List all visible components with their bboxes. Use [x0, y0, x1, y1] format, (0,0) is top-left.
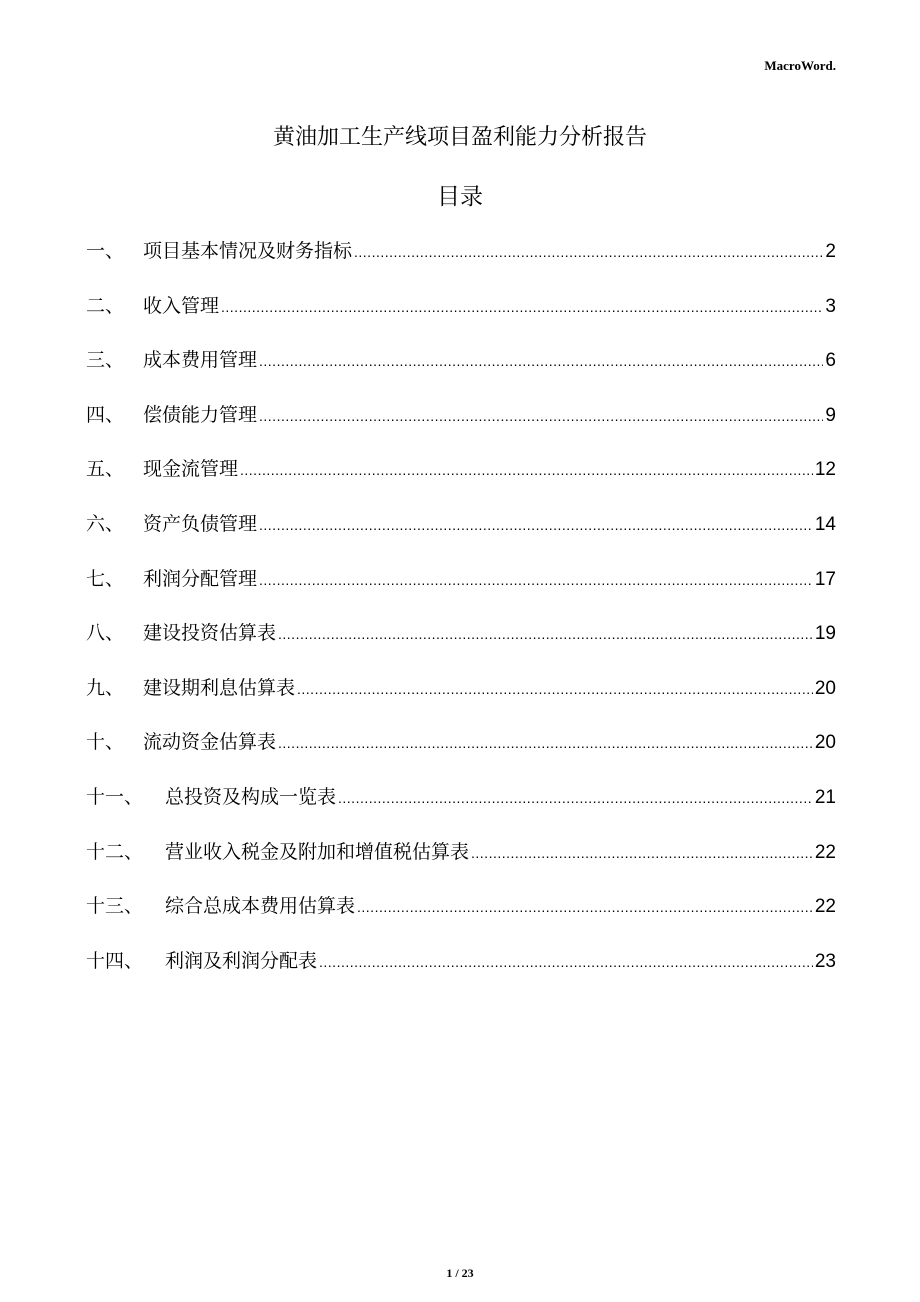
toc-entry-label[interactable]: 建设投资估算表	[143, 622, 277, 645]
toc-entry-number: 五、	[86, 458, 125, 481]
toc-entry-page: 6	[825, 350, 836, 372]
toc-entry[interactable]	[86, 400, 836, 455]
toc-entry-page: 21	[814, 786, 836, 808]
toc-entry[interactable]	[86, 891, 836, 946]
toc-dot-leader	[278, 619, 813, 649]
document-title: 黄油加工生产线项目盈利能力分析报告	[272, 125, 647, 150]
toc-dot-leader	[357, 892, 813, 922]
toc-entry-label[interactable]: 现金流管理	[143, 458, 239, 481]
toc-entry-label[interactable]: 利润分配管理	[143, 567, 258, 590]
toc-entry-number: 十三、	[86, 895, 144, 918]
toc-dot-leader	[338, 783, 813, 813]
toc-entry-number: 十二、	[86, 840, 144, 863]
toc-entry[interactable]	[86, 509, 836, 564]
toc-entry-label[interactable]: 项目基本情况及财务指标	[143, 240, 353, 262]
toc-entry-number: 十一、	[86, 785, 144, 808]
toc-entry-number: 二、	[86, 294, 125, 317]
toc-entry[interactable]	[86, 673, 836, 728]
toc-entry-page: 19	[814, 623, 836, 645]
toc-entry-number: 七、	[86, 567, 125, 590]
toc-entry-page: 23	[814, 950, 836, 972]
toc-entry[interactable]	[86, 837, 836, 892]
toc-entry-label[interactable]: 建设期利息估算表	[143, 676, 296, 699]
toc-entry[interactable]	[86, 454, 836, 509]
toc-entry-label[interactable]: 总投资及构成一览表	[165, 785, 337, 808]
toc-dot-leader	[259, 346, 823, 376]
toc-dot-leader	[221, 292, 823, 322]
toc-entry-page: 3	[825, 295, 836, 317]
toc-entry-number: 三、	[86, 349, 125, 372]
toc-entry-label[interactable]: 利润及利润分配表	[165, 949, 318, 972]
toc-dot-leader	[278, 728, 813, 758]
toc-entry-number: 六、	[86, 512, 125, 535]
toc-entry-label[interactable]: 偿债能力管理	[143, 403, 258, 426]
toc-entry[interactable]	[86, 618, 836, 673]
toc-entry[interactable]	[86, 564, 836, 619]
toc-heading: 目录	[437, 184, 483, 210]
toc-entry-page: 14	[814, 513, 836, 535]
table-of-contents	[86, 236, 836, 1000]
toc-entry[interactable]	[86, 727, 836, 782]
toc-entry-number: 四、	[86, 403, 125, 426]
toc-entry-page: 9	[825, 404, 836, 426]
toc-entry-label[interactable]: 综合总成本费用估算表	[165, 895, 356, 918]
toc-entry[interactable]	[86, 236, 836, 291]
toc-entry-number: 九、	[86, 676, 125, 699]
toc-entry-page: 12	[814, 459, 836, 481]
toc-entry-label[interactable]: 收入管理	[143, 294, 220, 317]
toc-dot-leader	[259, 565, 813, 595]
toc-dot-leader	[354, 237, 823, 267]
toc-entry-number: 十四、	[86, 949, 144, 972]
page-indicator: 1 / 23	[446, 1266, 474, 1280]
toc-dot-leader	[297, 674, 813, 704]
toc-entry-label[interactable]: 营业收入税金及附加和增值税估算表	[165, 840, 470, 863]
toc-entry-label[interactable]: 资产负债管理	[143, 512, 258, 535]
toc-entry[interactable]	[86, 345, 836, 400]
toc-dot-leader	[259, 401, 823, 431]
toc-entry-page: 2	[825, 241, 836, 262]
toc-entry-number: 八、	[86, 622, 125, 645]
toc-entry-page: 20	[814, 732, 836, 754]
header-watermark: MacroWord.	[764, 58, 836, 73]
toc-entry-number: 一、	[86, 240, 125, 262]
toc-entry-page: 22	[814, 896, 836, 918]
toc-entry-page: 22	[814, 841, 836, 863]
toc-dot-leader	[240, 455, 813, 485]
toc-entry[interactable]	[86, 291, 836, 346]
toc-dot-leader	[259, 510, 813, 540]
toc-entry-label[interactable]: 流动资金估算表	[143, 731, 277, 754]
toc-entry[interactable]	[86, 946, 836, 1001]
toc-entry-number: 十、	[86, 731, 125, 754]
toc-entry-label[interactable]: 成本费用管理	[143, 349, 258, 372]
toc-dot-leader	[319, 947, 813, 977]
toc-entry[interactable]	[86, 782, 836, 837]
toc-dot-leader	[471, 838, 813, 868]
toc-entry-page: 20	[814, 677, 836, 699]
toc-entry-page: 17	[814, 568, 836, 590]
